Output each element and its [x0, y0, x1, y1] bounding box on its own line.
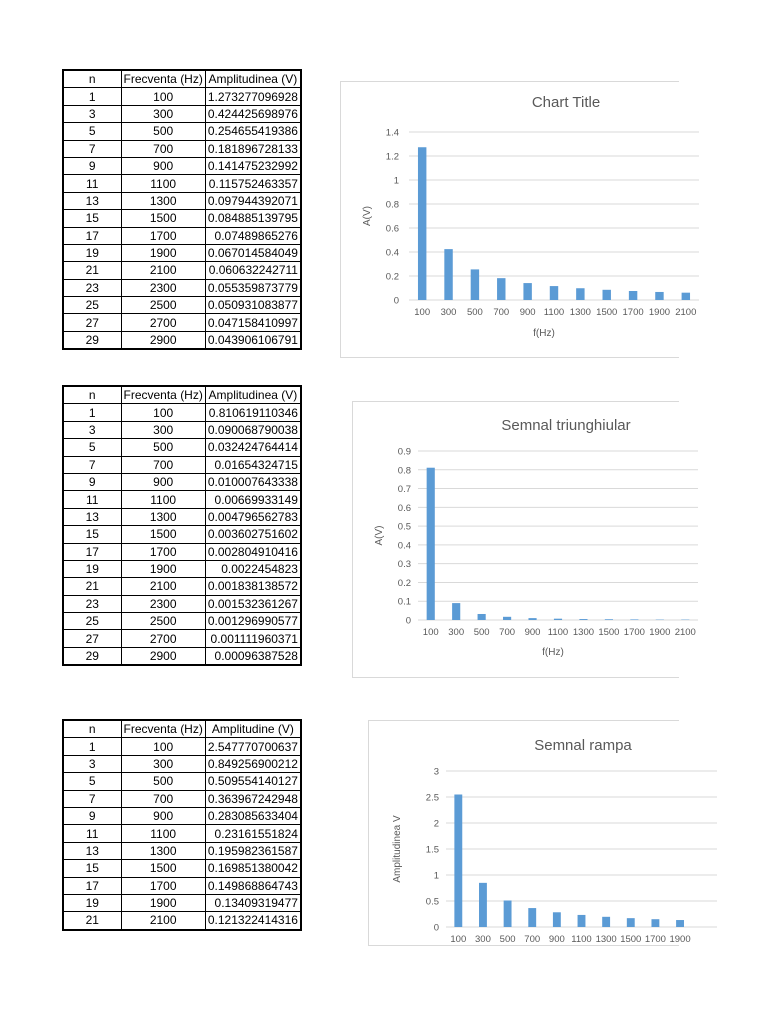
cell-frequency[interactable]: 2300	[121, 279, 205, 296]
cell-frequency[interactable]: 1700	[121, 543, 205, 560]
table-row	[63, 421, 301, 438]
bar-100	[427, 468, 435, 620]
cell-amplitude[interactable]: 0.181896728133	[205, 140, 301, 157]
bar-1300	[602, 917, 610, 927]
cell-frequency[interactable]: 500	[121, 773, 205, 790]
x-tick-label: 1500	[596, 307, 618, 318]
bar-100	[454, 795, 462, 927]
cell-frequency[interactable]: 2300	[121, 595, 205, 612]
cell-frequency[interactable]: 900	[121, 157, 205, 174]
cell-n[interactable]: 17	[63, 543, 121, 560]
chart-svg	[341, 82, 697, 357]
table-row	[63, 508, 301, 525]
y-tick-label: 0	[433, 922, 439, 934]
x-tick-label: 900	[524, 627, 541, 638]
x-tick-label: 1100	[571, 934, 592, 945]
cell-frequency[interactable]: 2900	[121, 331, 205, 349]
y-tick-label: 0.3	[397, 559, 411, 571]
x-tick-label: 1100	[547, 627, 569, 638]
table-row	[63, 912, 301, 930]
y-tick-label: 1.2	[385, 151, 399, 163]
cell-n[interactable]: 25	[63, 613, 121, 630]
bar-500	[478, 614, 486, 620]
table-row	[63, 860, 301, 877]
cell-n[interactable]: 3	[63, 755, 121, 772]
cell-amplitude[interactable]: 0.283085633404	[205, 807, 301, 824]
cell-amplitude[interactable]: 0.141475232992	[205, 157, 301, 174]
chart-ramp-wave[interactable]	[368, 720, 691, 946]
cell-amplitude[interactable]: 0.002804910416	[205, 543, 301, 560]
cell-amplitude[interactable]: 0.810619110346	[205, 404, 301, 421]
cell-n[interactable]: 1	[63, 738, 121, 755]
column-header-n[interactable]: n	[63, 70, 121, 88]
table-row	[63, 175, 301, 192]
cell-amplitude[interactable]: 0.001111960371	[205, 630, 301, 647]
table-row	[63, 105, 301, 122]
x-tick-label: 1300	[569, 307, 591, 318]
table-row	[63, 894, 301, 911]
cell-n[interactable]: 17	[63, 877, 121, 894]
y-tick-label: 0.6	[397, 502, 411, 514]
cell-amplitude[interactable]: 0.0022454823	[205, 560, 301, 577]
cell-n[interactable]: 15	[63, 210, 121, 227]
cell-n[interactable]: 15	[63, 526, 121, 543]
y-tick-label: 1.4	[385, 127, 399, 139]
table-row	[63, 456, 301, 473]
x-tick-label: 300	[475, 934, 491, 945]
table-row	[63, 842, 301, 859]
cell-amplitude[interactable]: 0.121322414316	[205, 912, 301, 930]
cell-amplitude[interactable]: 0.424425698976	[205, 105, 301, 122]
table-row	[63, 157, 301, 174]
cell-frequency[interactable]: 1700	[121, 227, 205, 244]
cell-n[interactable]: 5	[63, 123, 121, 140]
cell-amplitude[interactable]: 0.010007643338	[205, 473, 301, 490]
cell-frequency[interactable]: 1500	[121, 526, 205, 543]
cell-amplitude[interactable]: 0.00669933149	[205, 491, 301, 508]
bar-500	[471, 269, 479, 300]
table-row	[63, 140, 301, 157]
cell-frequency[interactable]: 1500	[121, 860, 205, 877]
cell-amplitude[interactable]: 0.090068790038	[205, 421, 301, 438]
y-tick-label: 1	[433, 870, 439, 882]
cell-amplitude[interactable]: 0.067014584049	[205, 244, 301, 261]
cell-amplitude[interactable]: 0.001296990577	[205, 613, 301, 630]
table-row	[63, 227, 301, 244]
cell-amplitude[interactable]: 0.509554140127	[205, 773, 301, 790]
x-tick-label: 2100	[674, 627, 696, 638]
cell-amplitude[interactable]: 0.23161551824	[205, 825, 301, 842]
table-row	[63, 314, 301, 331]
cell-amplitude[interactable]: 0.115752463357	[205, 175, 301, 192]
table-row	[63, 123, 301, 140]
chart-svg	[353, 402, 696, 677]
cell-n[interactable]: 19	[63, 244, 121, 261]
cell-frequency[interactable]: 1900	[121, 560, 205, 577]
cell-frequency[interactable]: 100	[121, 738, 205, 755]
cell-n[interactable]: 9	[63, 157, 121, 174]
bar-1500	[605, 619, 613, 620]
x-tick-label: 100	[422, 627, 439, 638]
cell-frequency[interactable]: 900	[121, 807, 205, 824]
table-row	[63, 807, 301, 824]
cell-amplitude[interactable]: 0.001838138572	[205, 578, 301, 595]
cell-frequency[interactable]: 2100	[121, 912, 205, 930]
table-row	[63, 773, 301, 790]
cell-n[interactable]: 13	[63, 842, 121, 859]
cell-frequency[interactable]: 500	[121, 123, 205, 140]
y-tick-label: 0.4	[397, 540, 411, 552]
cell-frequency[interactable]: 1700	[121, 877, 205, 894]
table-row	[63, 404, 301, 421]
x-tick-label: 1700	[622, 307, 644, 318]
cell-frequency[interactable]: 100	[121, 88, 205, 105]
y-tick-label: 0.8	[397, 465, 411, 477]
cell-amplitude[interactable]: 0.043906106791	[205, 331, 301, 349]
table-row	[63, 543, 301, 560]
table-row	[63, 279, 301, 296]
cell-amplitude[interactable]: 0.169851380042	[205, 860, 301, 877]
bar-700	[528, 908, 536, 927]
cell-n[interactable]: 5	[63, 439, 121, 456]
cell-n[interactable]: 29	[63, 331, 121, 349]
data-table-ramp-wave	[62, 719, 302, 931]
cell-amplitude[interactable]: 0.07489865276	[205, 227, 301, 244]
cell-amplitude[interactable]: 0.149868864743	[205, 877, 301, 894]
y-tick-label: 0	[393, 295, 399, 307]
cell-amplitude[interactable]: 0.01654324715	[205, 456, 301, 473]
x-tick-label: 1900	[648, 307, 671, 318]
cell-n[interactable]: 5	[63, 773, 121, 790]
y-tick-label: 1	[393, 175, 399, 187]
table-row	[63, 560, 301, 577]
x-tick-label: 500	[473, 627, 490, 638]
cell-n[interactable]: 23	[63, 595, 121, 612]
cell-n[interactable]: 11	[63, 175, 121, 192]
x-tick-label: 1900	[669, 934, 691, 945]
table-header-row	[63, 70, 301, 88]
table-row	[63, 297, 301, 314]
cell-amplitude[interactable]: 0.032424764414	[205, 439, 301, 456]
x-axis-title: f(Hz)	[542, 647, 564, 658]
cell-frequency[interactable]: 2700	[121, 630, 205, 647]
table-row	[63, 595, 301, 612]
cell-frequency[interactable]: 900	[121, 473, 205, 490]
x-tick-label: 300	[440, 307, 457, 318]
bar-1900	[676, 920, 684, 927]
table-row	[63, 331, 301, 349]
bar-2100	[682, 293, 690, 300]
x-tick-label: 1300	[572, 627, 595, 638]
cell-n[interactable]: 19	[63, 560, 121, 577]
cell-amplitude[interactable]: 0.097944392071	[205, 192, 301, 209]
bar-700	[497, 278, 505, 300]
table-row	[63, 491, 301, 508]
bar-1300	[579, 619, 587, 620]
column-header-amplitude[interactable]: Amplitudine (V)	[205, 720, 301, 738]
table-row	[63, 578, 301, 595]
cell-frequency[interactable]: 2500	[121, 297, 205, 314]
table-row	[63, 790, 301, 807]
cell-n[interactable]: 7	[63, 140, 121, 157]
cell-frequency[interactable]: 100	[121, 404, 205, 421]
y-tick-label: 0	[405, 615, 411, 627]
cell-n[interactable]: 15	[63, 860, 121, 877]
cell-n[interactable]: 21	[63, 912, 121, 930]
cell-frequency[interactable]: 1300	[121, 192, 205, 209]
bar-300	[479, 883, 487, 927]
cell-n[interactable]: 23	[63, 279, 121, 296]
cell-amplitude[interactable]: 0.849256900212	[205, 755, 301, 772]
x-tick-label: 700	[493, 307, 510, 318]
x-axis-title: f(Hz)	[533, 328, 555, 339]
bar-500	[504, 900, 512, 927]
column-header-frequency[interactable]: Frecventa (Hz)	[121, 386, 205, 404]
cell-amplitude[interactable]: 0.084885139795	[205, 210, 301, 227]
x-tick-label: 1100	[543, 307, 565, 318]
x-tick-label: 1500	[598, 627, 620, 638]
table-header-row	[63, 386, 301, 404]
y-tick-label: 0.2	[385, 271, 399, 283]
cell-frequency[interactable]: 2500	[121, 613, 205, 630]
y-tick-label: 0.1	[397, 596, 411, 608]
cell-frequency[interactable]: 300	[121, 105, 205, 122]
bar-100	[418, 147, 426, 300]
y-tick-label: 1.5	[425, 844, 439, 856]
cell-amplitude[interactable]: 0.254655419386	[205, 123, 301, 140]
table-row	[63, 630, 301, 647]
bar-700	[503, 617, 511, 620]
cell-amplitude[interactable]: 0.195982361587	[205, 842, 301, 859]
table-row	[63, 262, 301, 279]
x-tick-label: 900	[548, 934, 565, 945]
cell-frequency[interactable]: 700	[121, 140, 205, 157]
y-tick-label: 0.2	[397, 577, 411, 589]
cell-frequency[interactable]: 1900	[121, 894, 205, 911]
y-axis-title: A(V)	[362, 206, 373, 226]
cell-n[interactable]: 7	[63, 790, 121, 807]
y-tick-label: 0.7	[397, 484, 411, 496]
x-tick-label: 500	[466, 307, 483, 318]
chart-title: Semnal rampa	[534, 737, 632, 754]
cell-frequency[interactable]: 300	[121, 755, 205, 772]
x-tick-label: 100	[414, 307, 431, 318]
cell-n[interactable]: 1	[63, 88, 121, 105]
table-row	[63, 244, 301, 261]
column-header-frequency[interactable]: Frecventa (Hz)	[121, 720, 205, 738]
cell-frequency[interactable]: 1900	[121, 244, 205, 261]
bar-300	[444, 249, 452, 300]
cell-amplitude[interactable]: 0.001532361267	[205, 595, 301, 612]
x-tick-label: 1700	[644, 934, 666, 945]
cell-amplitude[interactable]: 0.003602751602	[205, 526, 301, 543]
bar-1700	[651, 919, 659, 927]
column-header-n[interactable]: n	[63, 720, 121, 738]
cell-amplitude[interactable]: 0.050931083877	[205, 297, 301, 314]
y-tick-label: 0.5	[397, 521, 411, 533]
x-tick-label: 500	[499, 934, 516, 945]
cell-n[interactable]: 3	[63, 105, 121, 122]
x-tick-label: 1500	[620, 934, 642, 945]
cell-amplitude[interactable]: 0.060632242711	[205, 262, 301, 279]
table-row	[63, 192, 301, 209]
cell-amplitude[interactable]: 0.047158410997	[205, 314, 301, 331]
cell-amplitude[interactable]: 0.004796562783	[205, 508, 301, 525]
cell-frequency[interactable]: 500	[121, 439, 205, 456]
table-row	[63, 825, 301, 842]
bar-1700	[630, 619, 638, 620]
bar-1500	[627, 918, 635, 927]
y-tick-label: 0.6	[385, 223, 399, 235]
x-tick-label: 900	[519, 307, 536, 318]
cell-frequency[interactable]: 700	[121, 456, 205, 473]
table-row	[63, 647, 301, 665]
cell-frequency[interactable]: 2100	[121, 578, 205, 595]
bar-300	[452, 603, 460, 620]
bar-900	[523, 283, 531, 300]
x-tick-label: 100	[450, 934, 467, 945]
cell-frequency[interactable]: 300	[121, 421, 205, 438]
data-table-square-wave	[62, 69, 302, 350]
y-tick-label: 0.4	[385, 247, 399, 259]
bar-900	[528, 618, 536, 620]
x-tick-label: 2100	[675, 307, 697, 318]
table-row	[63, 88, 301, 105]
cell-frequency[interactable]: 1500	[121, 210, 205, 227]
cell-n[interactable]: 19	[63, 894, 121, 911]
cell-amplitude[interactable]: 0.055359873779	[205, 279, 301, 296]
cell-frequency[interactable]: 2900	[121, 647, 205, 665]
cell-amplitude[interactable]: 1.273277096928	[205, 88, 301, 105]
cell-amplitude[interactable]: 0.13409319477	[205, 894, 301, 911]
x-tick-label: 1700	[623, 627, 645, 638]
table-row	[63, 439, 301, 456]
x-tick-label: 300	[448, 627, 465, 638]
cell-frequency[interactable]: 1300	[121, 508, 205, 525]
table-row	[63, 877, 301, 894]
cell-n[interactable]: 13	[63, 508, 121, 525]
table-row	[63, 526, 301, 543]
column-header-amplitude[interactable]: Amplitudinea (V)	[205, 386, 301, 404]
cell-frequency[interactable]: 1100	[121, 491, 205, 508]
cell-n[interactable]: 9	[63, 473, 121, 490]
cell-frequency[interactable]: 2100	[121, 262, 205, 279]
chart-title: Semnal triunghiular	[501, 417, 631, 434]
y-tick-label: 2	[433, 818, 439, 830]
cell-amplitude[interactable]: 2.547770700637	[205, 738, 301, 755]
y-tick-label: 3	[433, 766, 439, 778]
x-tick-label: 1900	[649, 627, 671, 638]
cell-amplitude[interactable]: 0.00096387528	[205, 647, 301, 665]
bar-1100	[578, 915, 586, 927]
bar-1100	[550, 286, 558, 300]
table-row	[63, 738, 301, 755]
y-axis-title: Amplitudinea V	[392, 815, 403, 883]
cell-n[interactable]: 29	[63, 647, 121, 665]
y-tick-label: 0.9	[397, 446, 411, 458]
data-table-triangle-wave	[62, 385, 302, 666]
x-tick-label: 1300	[595, 934, 617, 945]
chart-square-wave[interactable]	[340, 81, 697, 358]
x-tick-label: 700	[524, 934, 541, 945]
cell-n[interactable]: 27	[63, 630, 121, 647]
bar-1500	[603, 290, 611, 300]
cell-n[interactable]: 21	[63, 262, 121, 279]
bar-1100	[554, 619, 562, 620]
cell-frequency[interactable]: 2700	[121, 314, 205, 331]
cell-n[interactable]: 3	[63, 421, 121, 438]
cell-n[interactable]: 13	[63, 192, 121, 209]
y-axis-title: A(V)	[374, 525, 385, 546]
column-header-n[interactable]: n	[63, 386, 121, 404]
cell-frequency[interactable]: 1100	[121, 825, 205, 842]
y-tick-label: 0.5	[425, 896, 439, 908]
bar-1700	[629, 291, 637, 300]
chart-title: Chart Title	[531, 94, 601, 111]
cell-frequency[interactable]: 1300	[121, 842, 205, 859]
column-header-frequency[interactable]: Frecventa (Hz)	[121, 70, 205, 88]
cell-n[interactable]: 21	[63, 578, 121, 595]
table-header-row	[63, 720, 301, 738]
table-row	[63, 473, 301, 490]
column-header-amplitude[interactable]: Amplitudinea (V)	[205, 70, 301, 88]
cell-n[interactable]: 1	[63, 404, 121, 421]
cell-n[interactable]: 11	[63, 825, 121, 842]
bar-900	[553, 912, 561, 927]
cell-n[interactable]: 11	[63, 491, 121, 508]
table-row	[63, 210, 301, 227]
cell-frequency[interactable]: 700	[121, 790, 205, 807]
cell-n[interactable]: 17	[63, 227, 121, 244]
cell-n[interactable]: 25	[63, 297, 121, 314]
bar-1300	[576, 288, 584, 300]
x-tick-label: 700	[499, 627, 516, 638]
bar-1900	[655, 292, 663, 300]
cell-n[interactable]: 7	[63, 456, 121, 473]
cell-amplitude[interactable]: 0.363967242948	[205, 790, 301, 807]
table-row	[63, 613, 301, 630]
table-row	[63, 755, 301, 772]
chart-svg	[369, 721, 691, 945]
cell-n[interactable]: 9	[63, 807, 121, 824]
cell-n[interactable]: 27	[63, 314, 121, 331]
chart-triangle-wave[interactable]	[352, 401, 696, 678]
y-tick-label: 0.8	[385, 199, 399, 211]
cell-frequency[interactable]: 1100	[121, 175, 205, 192]
y-tick-label: 2.5	[425, 792, 439, 804]
